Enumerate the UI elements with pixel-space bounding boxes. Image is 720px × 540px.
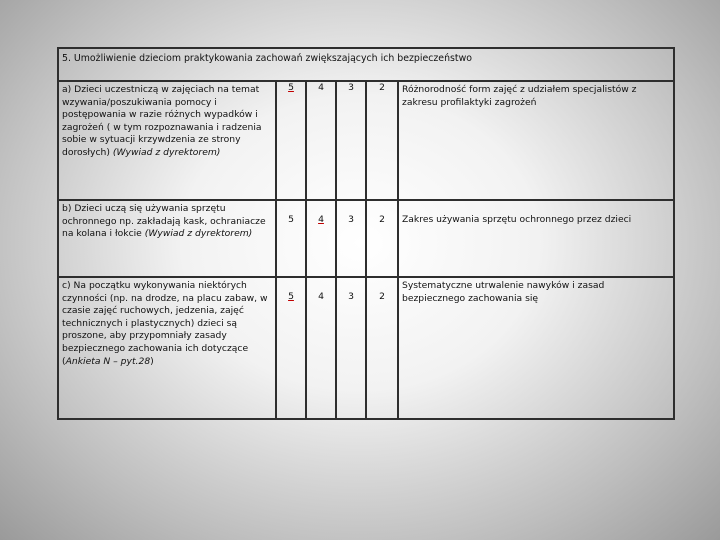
criterion-c xyxy=(58,277,276,419)
score-a-4-value: 4 xyxy=(318,82,324,93)
score-a-2-value: 2 xyxy=(379,82,385,93)
criterion-b xyxy=(58,200,276,277)
score-a-2 xyxy=(366,81,398,200)
table-header: 5. Umożliwienie dzieciom praktykowania zachowań zwiększających ich bezpieczeństwo xyxy=(58,48,674,81)
score-b-5-value: 5 xyxy=(288,214,294,225)
score-c-3 xyxy=(336,277,366,419)
criterion-c-source-tail: ) xyxy=(150,355,154,367)
score-a-5-value: 5 xyxy=(288,82,294,93)
score-c-4-value: 4 xyxy=(318,291,324,302)
criterion-b-text: b) Dzieci uczą się używania sprzętu ochronnego np. zakładają kask, ochraniacze na kolana i łokcie xyxy=(62,203,266,240)
evaluation-table xyxy=(57,47,675,420)
score-c-2 xyxy=(366,277,398,419)
score-c-2-value: 2 xyxy=(379,291,385,302)
criterion-c-source: Ankieta N – pyt.28 xyxy=(65,355,151,367)
criterion-c-text: c) Na początku wykonywania niektórych czynności (np. na drodze, na placu zabaw, w czasie zajęć ruchowych, jedzenia, zajęć technicznych i plastycznych) dzieci są proszone, aby przypomniały zasady bezpiecznego zachowania ich dotyczące ( xyxy=(62,280,268,367)
score-c-5 xyxy=(276,277,306,419)
criterion-b-source: (Wywiad z dyrektorem) xyxy=(144,228,253,240)
score-a-5 xyxy=(276,81,306,200)
score-c-4 xyxy=(306,277,336,419)
table-row xyxy=(58,81,674,200)
score-a-4 xyxy=(306,81,336,200)
score-b-4-value: 4 xyxy=(318,214,324,225)
score-b-3-value: 3 xyxy=(348,214,354,225)
score-a-3-value: 3 xyxy=(348,82,354,93)
table-row xyxy=(58,200,674,277)
note-a: Różnorodność form zajęć z udziałem specjalistów z zakresu profilaktyki zagrożeń xyxy=(398,81,674,200)
score-b-5 xyxy=(276,200,306,277)
score-b-2 xyxy=(366,200,398,277)
note-c: Systematyczne utrwalenie nawyków i zasad bezpiecznego zachowania się xyxy=(398,277,674,419)
criterion-a-source: (Wywiad z dyrektorem) xyxy=(112,146,221,158)
score-c-5-value: 5 xyxy=(288,291,294,302)
criterion-a xyxy=(58,81,276,200)
score-b-3 xyxy=(336,200,366,277)
criterion-a-text: a) Dzieci uczestniczą w zajęciach na temat wzywania/poszukiwania pomocy i postępowania w razie różnych wypadków i zagrożeń ( w tym rozpoznawania i radzenia sobie w sytuacji krzywdzenia ze strony dorosłych) xyxy=(62,84,262,158)
score-c-3-value: 3 xyxy=(348,291,354,302)
score-b-2-value: 2 xyxy=(379,214,385,225)
table-row xyxy=(58,277,674,419)
score-b-4 xyxy=(306,200,336,277)
score-a-3 xyxy=(336,81,366,200)
note-b: Zakres używania sprzętu ochronnego przez dzieci xyxy=(398,200,674,277)
